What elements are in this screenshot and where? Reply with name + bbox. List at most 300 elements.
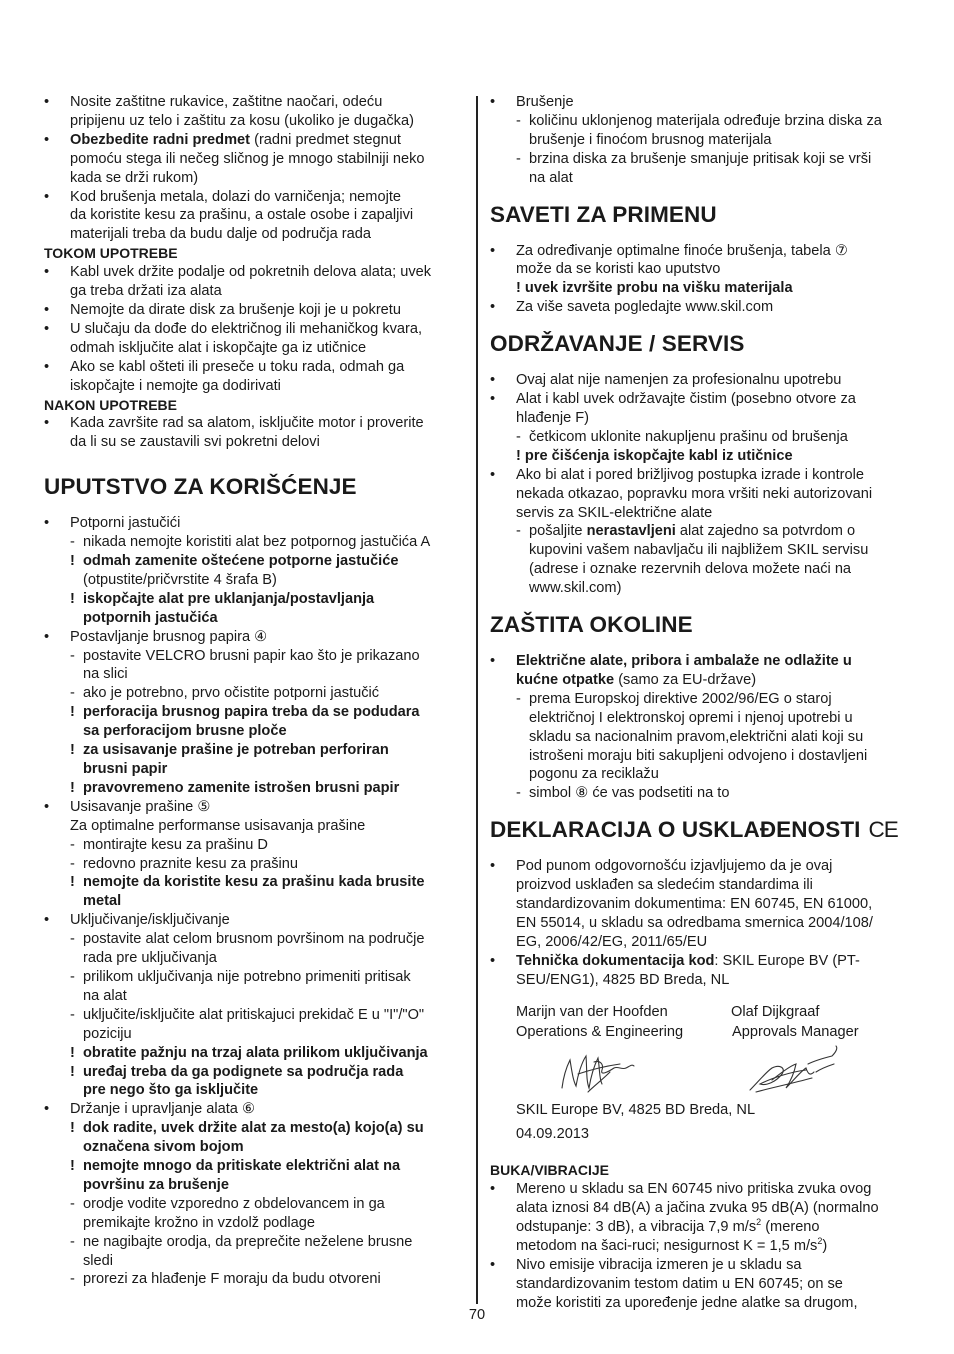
text-run: DEKLARACIJA O USKLAĐENOSTI — [490, 817, 861, 843]
warning-marker: ! — [70, 874, 75, 891]
dash-continuation — [44, 987, 464, 1006]
text-run: SEU/ENG1), 4825 BD Breda, NL — [516, 971, 730, 988]
dash-marker: - — [70, 855, 75, 872]
bullet-marker: • — [44, 94, 50, 110]
bullet-item — [490, 390, 915, 409]
warning-marker: ! — [70, 742, 75, 759]
text-run: iskopčajte i nemojte ga dodirivati — [70, 377, 281, 394]
spacer — [490, 598, 915, 612]
bullet-continuation — [44, 377, 464, 396]
spacer — [44, 452, 464, 474]
text-run: U slučaju da dođe do električnog ili mehaničkog kvara, — [70, 320, 423, 337]
noise-text: ) — [822, 1238, 828, 1255]
dash-item — [44, 1195, 464, 1214]
dash-item — [44, 1233, 464, 1252]
bullet-continuation — [44, 206, 464, 225]
bold-text: nerastavljeni — [586, 523, 676, 540]
dash-continuation — [490, 131, 915, 150]
text-run: ZAŠTITA OKOLINE — [490, 612, 693, 638]
spacer — [490, 228, 915, 242]
noise-heading: BUKA/VIBRACIJE — [490, 1162, 610, 1179]
text-run: potpornih jastučića — [83, 609, 218, 626]
signatory-right-role: Approvals Manager — [732, 1023, 859, 1040]
bullet-marker: • — [44, 358, 50, 375]
bullet-item — [44, 358, 464, 377]
warning-continuation — [44, 609, 464, 628]
warning-marker: ! — [70, 779, 75, 796]
text-run: ! pre čišćenja iskopčajte kabl iz utičnice — [516, 447, 793, 464]
signatory-names — [490, 1003, 915, 1022]
section-heading — [44, 474, 464, 500]
text-run: pripijenu uz telo i zaštitu za kosu (ukoliko je dugačka) — [70, 112, 414, 129]
dash-item — [44, 968, 464, 987]
text-run: www.skil.com) — [529, 580, 622, 597]
noise-bullet-1 — [490, 1180, 915, 1199]
text-run: Uključivanje/isključivanje — [70, 912, 230, 929]
warning-marker: ! — [70, 704, 75, 721]
text-run: kada se drži rukom) — [70, 169, 199, 186]
noise-text: Nivo emisije vibracija izmeren je u skladu sa — [516, 1256, 802, 1273]
text-run: rada pre uključivanja — [83, 950, 217, 967]
dash-item — [44, 855, 464, 874]
bold-text: kućne otpatke — [516, 671, 615, 688]
bullet-item — [490, 371, 915, 390]
dash-continuation — [490, 765, 915, 784]
warning-marker: ! — [70, 590, 75, 607]
subheading — [44, 396, 464, 415]
bullet-marker: • — [490, 952, 496, 969]
dash-continuation — [44, 949, 464, 968]
dash-item — [490, 428, 915, 447]
warning-continuation — [44, 760, 464, 779]
bullet-item — [44, 911, 464, 930]
dash-item — [44, 684, 464, 703]
warning-item — [44, 590, 464, 609]
text-run: četkicom uklonite nakupljenu prašinu od brušenja — [529, 428, 848, 445]
text-run: nemojte da koristite kesu za prašinu kada brusite — [83, 874, 425, 891]
dash-continuation — [490, 747, 915, 766]
warning-item — [44, 741, 464, 760]
warning-item — [44, 1063, 464, 1082]
text-run: Za optimalne performanse usisavanja prašine — [70, 817, 366, 834]
bullet-marker: • — [490, 1256, 496, 1273]
bullet-marker: • — [490, 242, 496, 259]
bullet-marker: • — [44, 415, 50, 432]
text-run: (samo za EU-države) — [614, 671, 757, 688]
section-heading — [490, 331, 915, 357]
dash-item — [44, 930, 464, 949]
bullet-continuation — [490, 409, 915, 428]
bullet-item — [44, 628, 464, 647]
noise-bullet-2 — [490, 1256, 915, 1275]
text-run: Nemojte da dirate disk za brušenje koji je u pokretu — [70, 301, 401, 318]
warning-item — [44, 779, 464, 798]
warning-item — [44, 1157, 464, 1176]
text-run: uređaj treba da ga podignete sa područja rada — [83, 1063, 404, 1080]
text-run: montirajte kesu za prašinu D — [83, 836, 268, 853]
dash-continuation — [44, 1252, 464, 1271]
bold-text: Obezbedite radni predmet — [70, 131, 251, 148]
bullet-marker: • — [44, 188, 50, 205]
dash-marker: - — [516, 523, 521, 540]
text-run: servis za SKIL-električne alate — [516, 504, 713, 521]
text-run: standardizovanim dokumentima: EN 60745, EN 61000, — [516, 896, 873, 913]
dash-marker: - — [70, 685, 75, 702]
bullet-item — [490, 242, 915, 261]
text-run: Brušenje — [516, 94, 574, 110]
spacer — [490, 843, 915, 857]
dash-marker: - — [516, 428, 521, 445]
spacer — [490, 188, 915, 202]
bullet-marker: • — [44, 320, 50, 337]
left-column — [44, 93, 464, 1289]
signatures — [490, 1042, 915, 1100]
bullet-continuation — [490, 504, 915, 523]
bullet-marker: • — [44, 301, 50, 318]
bullet-item — [44, 263, 464, 282]
bullet-item — [44, 301, 464, 320]
bullet-marker: • — [490, 653, 496, 670]
text-run: površinu za brušenje — [83, 1176, 229, 1193]
dash-item — [490, 150, 915, 169]
text-run: ! uvek izvršite probu na višku materijala — [516, 280, 793, 297]
bullet-marker: • — [490, 391, 496, 408]
text-run: dok radite, uvek držite alat za mesto(a) kojo(a) su — [83, 1120, 424, 1137]
dash-item — [44, 533, 464, 552]
section-heading — [490, 817, 915, 843]
text-run: pravovremeno zamenite istrošen brusni papir — [83, 779, 400, 796]
bullet-item — [44, 514, 464, 533]
warning-item — [44, 873, 464, 892]
text-run: Ovaj alat nije namenjen za profesionalnu upotrebu — [516, 372, 842, 389]
text-run: istrošeni moraju biti sakupljeni odvojeno i dostavljeni — [529, 747, 868, 764]
noise-text: odstupanje: 3 dB), a vibracija 7,9 m/s — [516, 1219, 757, 1236]
dash-continuation — [490, 728, 915, 747]
dash-marker: - — [70, 1195, 75, 1212]
spacer — [490, 803, 915, 817]
dash-continuation — [44, 1214, 464, 1233]
dash-marker: - — [70, 968, 75, 985]
text-run: EG, 2006/42/EG, 2011/65/EU — [516, 933, 708, 950]
bullet-item — [490, 652, 915, 671]
text-run: da li su se zaustavili svi pokretni delovi — [70, 434, 320, 451]
text-run: postavite alat celom brusnom površinom na područje — [83, 931, 425, 948]
text-run: za usisavanje prašine je potreban perforiran — [83, 742, 389, 759]
bullet-continuation — [44, 112, 464, 131]
noise-text-line: može koristiti za upoređenje jedne alatke sa drugom, — [516, 1294, 858, 1311]
dash-marker: - — [70, 534, 75, 551]
text-run: premikajte krožno in vzdolž podlage — [83, 1214, 316, 1231]
bullet-marker: • — [490, 466, 496, 483]
dash-continuation — [490, 541, 915, 560]
noise-text: (mereno — [761, 1219, 820, 1236]
bullet-marker: • — [44, 264, 50, 281]
text-run: prema Europskoj direktive 2002/96/EG o staroj — [529, 690, 832, 707]
text-run: sa perforacijom brusne ploče — [83, 723, 287, 740]
dash-continuation — [490, 579, 915, 598]
text-run: sledi — [83, 1252, 114, 1269]
bullet-item — [490, 466, 915, 485]
text-run: Alat i kabl uvek održavajte čistim (posebno otvore za — [516, 391, 856, 408]
bullet-continuation — [490, 671, 915, 690]
warning-item — [44, 703, 464, 722]
superscript: 2 — [756, 1217, 762, 1228]
warning-continuation — [44, 722, 464, 741]
text-run: na slici — [83, 666, 128, 683]
bullet-item — [44, 188, 464, 207]
bullet-item — [44, 414, 464, 433]
text-run: nekada otkazao, popravku mora vršiti neki autorizovani — [516, 485, 873, 502]
signatory-left-role: Operations & Engineering — [516, 1023, 684, 1040]
text-run: (adrese i oznake rezervnih delova možete naći na — [529, 561, 852, 578]
section-heading — [490, 612, 915, 638]
noise-text-line — [490, 1218, 915, 1237]
bullet-item — [44, 320, 464, 339]
text-run: poziciju — [83, 1025, 132, 1042]
bullet-continuation — [44, 339, 464, 358]
bullet-continuation — [44, 433, 464, 452]
text-run: skladu sa nacionalnim pravom,električni alati koji su — [529, 728, 864, 745]
text-run: (otpustite/pričvrstite 4 šrafa B) — [83, 571, 277, 588]
bullet-marker: • — [490, 299, 496, 316]
text-run: električnoj I elektronskoj opremi i njenoj upotrebi u — [529, 709, 853, 726]
text-run: Kabl uvek držite podalje od pokretnih delova alata; uvek — [70, 264, 432, 281]
text-run: metal — [83, 893, 122, 910]
warning-item — [44, 1044, 464, 1063]
text-run: ako je potrebno, prvo očistite potporni jastučić — [83, 685, 380, 702]
dash-continuation — [490, 169, 915, 188]
bullet-marker: • — [44, 798, 50, 815]
text-run: prilikom uključivanja nije potrebno primeniti pritisak — [83, 968, 411, 985]
bullet-item — [490, 298, 915, 317]
dash-item — [490, 522, 915, 541]
text-run: Za određivanje optimalne finoće brušenja, tabela ⑦ — [516, 242, 848, 259]
bullet-item — [44, 131, 464, 150]
text-run: simbol ⑧ će vas podsetiti na to — [529, 785, 730, 802]
text-run: nikada nemojte koristiti alat bez potpornog jastučića A — [83, 534, 431, 551]
bullet-item — [490, 93, 915, 112]
bullet-marker: • — [490, 94, 496, 110]
dash-marker: - — [70, 931, 75, 948]
company-address: SKIL Europe BV, 4825 BD Breda, NL — [516, 1101, 756, 1118]
section-heading — [490, 202, 915, 228]
text-run: odmah zamenite oštećene potporne jastučiće — [83, 553, 399, 570]
text-run: SAVETI ZA PRIMENU — [490, 201, 717, 227]
bullet-continuation — [490, 933, 915, 952]
text-run: obratite pažnju na trzaj alata prilikom uključivanja — [83, 1044, 428, 1061]
bullet-continuation — [44, 817, 464, 836]
dash-marker: - — [516, 150, 521, 167]
text-run: nemojte mnogo da pritiskate električni alat na — [83, 1158, 401, 1175]
warning-marker: ! — [70, 1158, 75, 1175]
dash-continuation — [44, 665, 464, 684]
noise-text-line: alata iznosi 84 dB(A) a jačina zvuka 95 dB(A) (normalno — [516, 1200, 879, 1217]
dash-marker: - — [516, 112, 521, 129]
dash-continuation — [44, 1025, 464, 1044]
bullet-continuation — [490, 895, 915, 914]
page-number: 70 — [468, 1307, 486, 1323]
signatory-left-name: Marijn van der Hoofden — [516, 1003, 668, 1020]
noise-text-line — [490, 1237, 915, 1256]
bullet-marker: • — [44, 515, 50, 532]
text-run: (radni predmet stegnut — [250, 131, 401, 148]
dash-item — [44, 1006, 464, 1025]
noise-text: metodom na šaci-ruci; nesigurnost K = 1,5 m/s — [516, 1238, 818, 1255]
text-run: iskopčajte alat pre uklanjanja/postavljanja — [83, 590, 375, 607]
bullet-continuation — [490, 914, 915, 933]
bullet-item — [44, 1100, 464, 1119]
text-run: ODRŽAVANJE / SERVIS — [490, 331, 745, 357]
text-run: alat zajedno sa potvrdom o — [675, 523, 856, 540]
bullet-continuation — [44, 169, 464, 188]
warning-continuation — [44, 1138, 464, 1157]
bullet-item — [490, 857, 915, 876]
dash-item — [490, 690, 915, 709]
bullet-continuation — [490, 876, 915, 895]
right-column-flow — [490, 93, 915, 990]
text-run: ne nagibajte orodja, da preprečite neželene brusne — [83, 1233, 413, 1250]
warning-marker: ! — [70, 553, 75, 570]
dash-item — [44, 647, 464, 666]
dash-continuation — [44, 571, 464, 590]
warning-item — [44, 552, 464, 571]
text-run: ga treba držati iza alata — [70, 283, 222, 300]
bullet-marker: • — [490, 858, 496, 875]
text-run: brzina diska za brušenje smanjuje pritisak koji se vrši — [529, 150, 872, 167]
dash-continuation — [490, 560, 915, 579]
text-run: postavite VELCRO brusni papir kao što je prikazano — [83, 647, 420, 664]
text-run: EN 55014, u skladu sa odredbama smernica 2004/108/ — [516, 915, 873, 931]
dash-marker: - — [70, 1271, 75, 1288]
text-run: TOKOM UPOTREBE — [44, 245, 178, 262]
dash-item — [490, 784, 915, 803]
bullet-continuation — [44, 225, 464, 244]
text-run: Postavljanje brusnog papira ④ — [70, 628, 268, 645]
bullet-item — [490, 952, 915, 971]
bullet-continuation — [490, 485, 915, 504]
text-run: Držanje i upravljanje alata ⑥ — [70, 1101, 256, 1118]
bullet-marker: • — [44, 131, 50, 148]
text-run: Kod brušenja metala, dolazi do varničenja; nemojte — [70, 188, 401, 205]
text-run: Usisavanje prašine ⑤ — [70, 798, 211, 815]
text-run: prorezi za hlađenje F moraju da budu otvoreni — [83, 1271, 381, 1288]
noise-text-line: standardizovanim testom datim u EN 60745; on se — [516, 1275, 843, 1292]
dash-marker: - — [516, 690, 521, 707]
dash-continuation — [490, 709, 915, 728]
bullet-marker: • — [44, 912, 50, 929]
text-run: pogonu za reciklažu — [529, 766, 659, 783]
right-column — [490, 93, 915, 1313]
text-run: UPUTSTVO ZA KORIŠĆENJE — [44, 474, 357, 500]
text-run: da koristite kesu za prašinu, a ostale osobe i zapaljivi — [70, 207, 414, 224]
noise-text: Mereno u skladu sa EN 60745 nivo pritiska zvuka ovog — [516, 1181, 872, 1198]
bold-text: Tehnička dokumentacija kod — [516, 952, 715, 969]
bold-note — [490, 279, 915, 298]
text-run: Za više saveta pogledajte www.skil.com — [516, 299, 774, 316]
spacer — [490, 357, 915, 371]
dash-marker: - — [70, 647, 75, 664]
bullet-continuation — [490, 260, 915, 279]
text-run: kupovini vašem nabavljaču ili najbližem SKIL servisu — [529, 542, 869, 559]
spacer — [44, 500, 464, 514]
bullet-marker: • — [490, 372, 496, 389]
text-run: na alat — [83, 987, 127, 1004]
text-run: perforacija brusnog papira treba da se podudara — [83, 704, 420, 721]
bullet-item — [44, 93, 464, 112]
warning-continuation — [44, 1081, 464, 1100]
dash-item — [44, 1270, 464, 1289]
superscript: 2 — [817, 1236, 823, 1247]
text-run: Pod punom odgovornošću izjavljujemo da je ovaj — [516, 858, 833, 875]
dash-marker: - — [70, 1006, 75, 1023]
bullet-marker: • — [44, 1101, 50, 1118]
column-divider — [476, 96, 478, 1304]
bullet-marker: • — [44, 628, 50, 645]
text-run: Nosite zaštitne rukavice, zaštitne naočari, odeću — [70, 94, 383, 110]
text-run: hlađenje F) — [516, 409, 590, 426]
bullet-continuation — [44, 150, 464, 169]
dash-marker: - — [516, 785, 521, 802]
text-run: : SKIL Europe BV (PT- — [714, 952, 860, 969]
dash-marker: - — [70, 1233, 75, 1250]
warning-marker: ! — [70, 1044, 75, 1061]
handwritten-signatures — [490, 1042, 915, 1100]
bold-note — [490, 447, 915, 466]
text-run: pomoću stega ili nečeg sličnog je mnogo stabilniji neko — [70, 150, 425, 167]
declaration-date: 04.09.2013 — [516, 1125, 590, 1142]
dash-item — [490, 112, 915, 131]
text-run: NAKON UPOTREBE — [44, 396, 178, 413]
signatory-roles — [490, 1023, 915, 1042]
text-run: uključite/isključite alat pritiskajuci prekidač E u "I"/"O" — [83, 1006, 425, 1023]
text-run: Ako se kabl ošteti ili preseče u toku rada, odmah ga — [70, 358, 405, 375]
text-run: orodje vodite vzporedno z obdelovancem in ga — [83, 1195, 385, 1212]
ce-mark-icon: CE — [868, 817, 898, 843]
warning-marker: ! — [70, 1063, 75, 1080]
text-run: Potporni jastučići — [70, 515, 181, 532]
text-run: količinu uklonjenog materijala određuje brzina diska za — [529, 112, 882, 129]
text-run: proizvod usklađen sa sledećim standardima ili — [516, 877, 813, 894]
bullet-item — [44, 798, 464, 817]
warning-item — [44, 1119, 464, 1138]
text-run: pre nego što ga isključite — [83, 1082, 259, 1099]
text-run: odmah isključite alat i iskopčajte ga iz utičnice — [70, 339, 367, 356]
text-run: može da se koristi kao uputstvo — [516, 261, 721, 278]
bullet-continuation — [44, 282, 464, 301]
dash-marker: - — [70, 836, 75, 853]
warning-continuation — [44, 892, 464, 911]
text-run: brušenje i finoćom brusnog materijala — [529, 131, 772, 148]
text-run: materijali treba da budu dalje od područja rada — [70, 226, 371, 243]
dash-item — [44, 836, 464, 855]
warning-continuation — [44, 1176, 464, 1195]
text-run: Kada završite rad sa alatom, isključite motor i proverite — [70, 415, 424, 432]
text-run: redovno praznite kesu za prašinu — [83, 855, 298, 872]
text-run: pošaljite — [529, 523, 587, 540]
warning-marker: ! — [70, 1120, 75, 1137]
bullet-marker: • — [490, 1181, 496, 1198]
text-run: označena sivom bojom — [83, 1139, 244, 1156]
spacer — [490, 638, 915, 652]
text-run: na alat — [529, 169, 573, 186]
bold-text: Električne alate, pribora i ambalaže ne odlažite u — [516, 653, 852, 670]
text-run: brusni papir — [83, 761, 168, 777]
text-run: Ako bi alat i pored brižljivog postupka izrade i kontrole — [516, 466, 865, 483]
bullet-continuation — [490, 971, 915, 990]
spacer — [490, 317, 915, 331]
signatory-right-name: Olaf Dijkgraaf — [731, 1003, 820, 1020]
subheading — [44, 244, 464, 263]
